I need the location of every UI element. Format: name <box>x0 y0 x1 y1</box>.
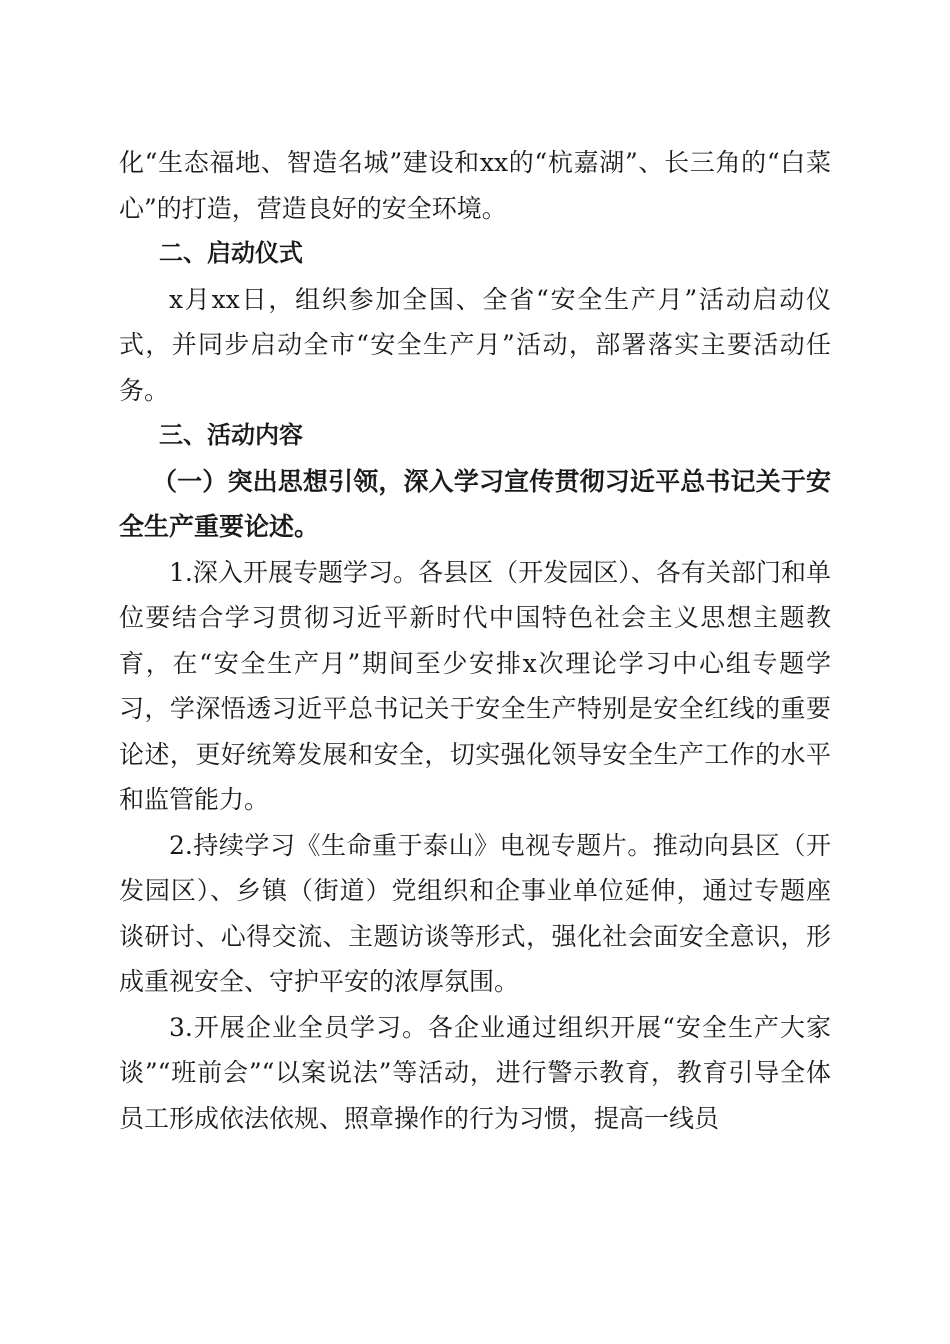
list-item-thematic-study: 1.深入开展专题学习。各县区（开发园区）、各有关部门和单位要结合学习贯彻习近平新时代中国特色社会主义思想主题教育，在“安全生产月”期间至少安排x次理论学习中心组专题学习，学深悟透习近平总书记关于安全生产特别是安全红线的重要论述，更好统筹发展和安全，切实强化领导安全生产工作的水平和监管能力。 <box>119 557 831 814</box>
section-heading-activity-content: 三、活动内容 <box>159 421 303 449</box>
body-paragraph-ceremony: x月xx日，组织参加全国、全省“安全生产月”活动启动仪式，并同步启动全市“安全生产月”活动，部署落实主要活动任务。 <box>119 284 831 405</box>
list-item-enterprise-study: 3.开展企业全员学习。各企业通过组织开展“安全生产大家谈”“班前会”“以案说法”等活动，进行警示教育，教育引导全体员工形成依法依规、照章操作的行为习惯，提高一线员 <box>119 1012 831 1133</box>
list-item-documentary-study: 2.持续学习《生命重于泰山》电视专题片。推动向县区（开发园区）、乡镇（街道）党组织和企事业单位延伸，通过专题座谈研讨、心得交流、主题访谈等形式，强化社会面安全意识，形成重视安全、守护平安的浓厚氛围。 <box>119 830 831 996</box>
subsection-heading-ideological-guidance: （一）突出思想引领，深入学习宣传贯彻习近平总书记关于安全生产重要论述。 <box>119 466 831 541</box>
section-heading-launch-ceremony: 二、启动仪式 <box>159 239 303 267</box>
body-paragraph-continuation: 化“生态福地、智造名城”建设和xx的“杭嘉湖”、长三角的“白菜心”的打造，营造良好的安全环境。 <box>119 148 831 223</box>
document-body <box>119 140 831 1141</box>
